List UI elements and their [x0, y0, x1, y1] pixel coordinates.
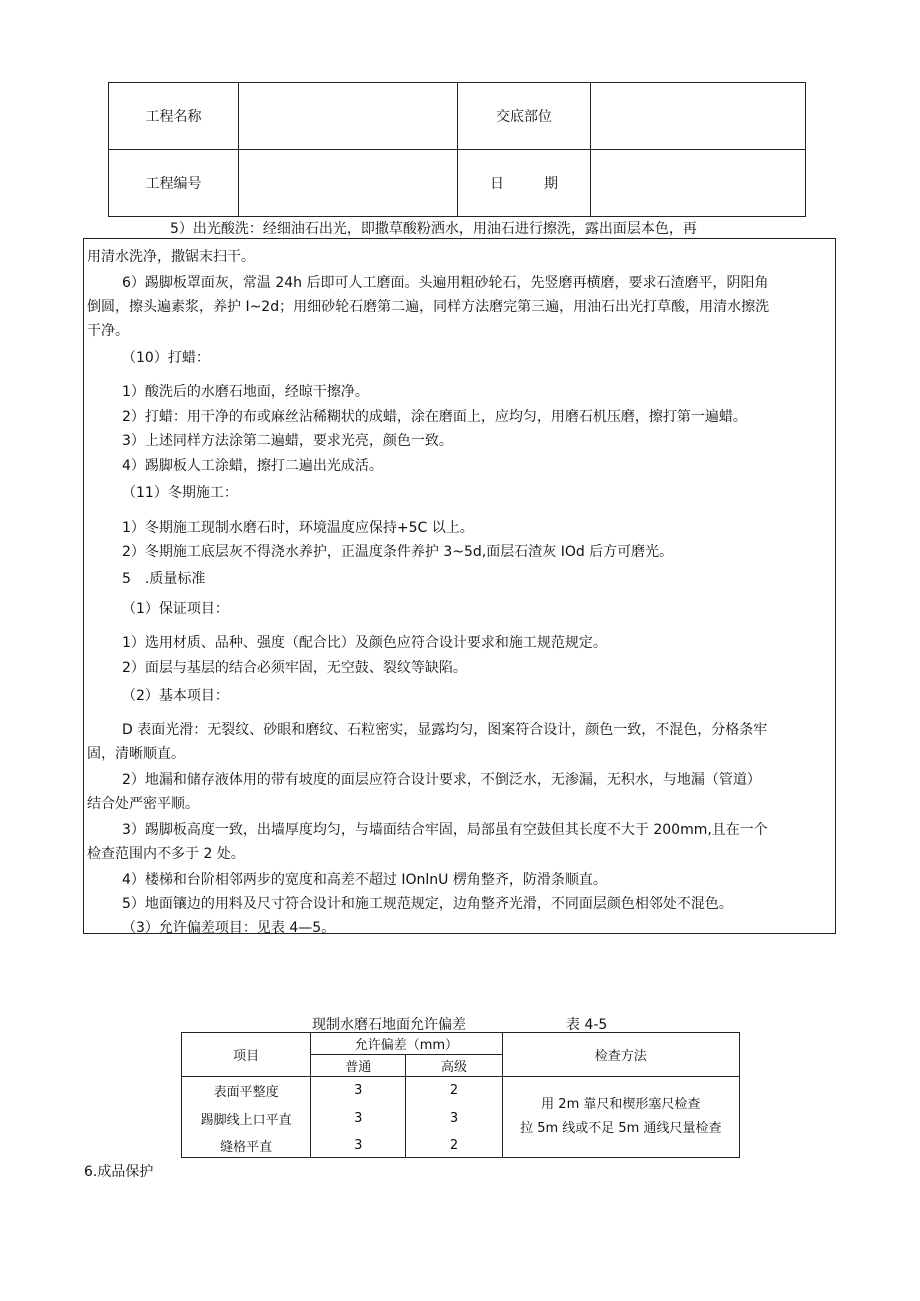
- row-item: 表面平整度: [182, 1077, 311, 1103]
- check-method-2: 拉 5m 线或不足 5m 通线尺量检查: [520, 1121, 722, 1137]
- col-header-tolerance: 允许偏差（mm）: [311, 1033, 502, 1055]
- heading-winter: （11）冬期施工：: [122, 485, 238, 501]
- step-6-line-2: 倒圆，擦头遍素浆，养护 I~2d；用细砂轮石磨第二遍，同样方法磨完第三遍，用油石出光打草酸，用清水擦洗: [87, 299, 770, 315]
- content-box: [83, 238, 836, 934]
- col-header-normal: 普通: [311, 1055, 406, 1077]
- heading-quality: 5 .质量标准: [122, 571, 206, 587]
- basic-item-1-line-2: 固，清晰顺直。: [87, 746, 185, 762]
- table-caption: 现制水磨石地面允许偏差: [312, 1017, 466, 1033]
- project-no-label: 工程编号: [109, 150, 239, 217]
- project-name-label: 工程名称: [109, 83, 239, 150]
- date-label-char1: 日: [490, 176, 504, 192]
- project-info-table: [108, 82, 806, 217]
- table-row: [182, 1077, 740, 1103]
- winter-step-2: 2）冬期施工底层灰不得浇水养护，正温度条件养护 3~5d,面层石渣灰 IOd 后方可磨光。: [122, 544, 674, 560]
- heading-guarantee: （1）保证项目：: [122, 601, 229, 617]
- section-6-heading: 6.成品保护: [84, 1164, 154, 1180]
- row-high: 2: [406, 1077, 502, 1103]
- check-method-1: 用 2m 靠尺和楔形塞尺检查: [541, 1097, 701, 1113]
- tolerance-table: [181, 1032, 740, 1158]
- project-name-value: [239, 83, 458, 150]
- date-label-char2: 期: [544, 176, 558, 192]
- wax-step-2: 2）打蜡：用干净的布或麻丝沾稀糊状的成蜡，涂在磨面上，应均匀，用磨石机压磨，擦打第一遍蜡。: [122, 409, 747, 425]
- guarantee-item-2: 2）面层与基层的结合必须牢固，无空鼓、裂纹等缺陷。: [122, 660, 467, 676]
- handover-part-label: 交底部位: [458, 83, 591, 150]
- row-normal: 3: [311, 1103, 406, 1133]
- basic-item-3-line-2: 检查范围内不多于 2 处。: [87, 846, 245, 862]
- row-item: 缝格平直: [182, 1133, 311, 1157]
- guarantee-item-1: 1）选用材质、品种、强度（配合比）及颜色应符合设计要求和施工规范规定。: [122, 635, 607, 651]
- col-header-high: 高级: [406, 1055, 502, 1077]
- wax-step-3: 3）上述同样方法涂第二遍蜡，要求光亮，颜色一致。: [122, 433, 453, 449]
- row-high: 2: [406, 1133, 502, 1157]
- handover-part-value: [591, 83, 806, 150]
- check-method-cell: [502, 1077, 739, 1158]
- row-high: 3: [406, 1103, 502, 1133]
- heading-basic: （2）基本项目：: [122, 688, 229, 704]
- basic-item-2-line-2: 结合处严密平顺。: [87, 796, 199, 812]
- row-normal: 3: [311, 1133, 406, 1157]
- basic-item-2-line-1: 2）地漏和储存液体用的带有坡度的面层应符合设计要求，不倒泛水，无渗漏，无积水，与地漏（管道）: [122, 772, 761, 788]
- heading-tolerance: （3）允许偏差项目：见表 4—5。: [122, 920, 336, 936]
- step-6-line-3: 干净。: [87, 323, 129, 339]
- wax-step-4: 4）踢脚板人工涂蜡，擦打二遍出光成活。: [122, 458, 383, 474]
- project-no-value: [239, 150, 458, 217]
- row-normal: 3: [311, 1077, 406, 1103]
- col-header-item: 项目: [182, 1033, 311, 1077]
- step-5-line-1: 5）出光酸洗：经细油石出光，即撒草酸粉洒水，用油石进行擦洗，露出面层本色，再: [170, 221, 697, 237]
- basic-item-1-line-1: D 表面光滑：无裂纹、砂眼和磨纹、石粒密实，显露均匀，图案符合设计，颜色一致，不混色，分格条牢: [122, 722, 768, 738]
- heading-waxing: （10）打蜡：: [122, 350, 210, 366]
- col-header-method: 检查方法: [502, 1033, 739, 1077]
- basic-item-5: 5）地面镶边的用料及尺寸符合设计和施工规范规定，边角整齐光滑，不同面层颜色相邻处不混色。: [122, 896, 733, 912]
- basic-item-4: 4）楼梯和台阶相邻两步的宽度和高差不超过 IOnlnU 楞角整齐，防滑条顺直。: [122, 872, 607, 888]
- step-5-line-2: 用清水洗净，撒锯末扫干。: [87, 249, 255, 265]
- step-6-line-1: 6）踢脚板罩面灰，常温 24h 后即可人工磨面。头遍用粗砂轮石，先竖磨再横磨，要求石渣磨平，阴阳角: [122, 275, 769, 291]
- winter-step-1: 1）冬期施工现制水磨石时，环境温度应保持+5C 以上。: [122, 520, 474, 536]
- date-label: [458, 150, 591, 217]
- basic-item-3-line-1: 3）踢脚板高度一致，出墙厚度均匀，与墙面结合牢固，局部虽有空鼓但其长度不大于 200mm,且在一个: [122, 822, 768, 838]
- table-number: 表 4-5: [566, 1017, 608, 1033]
- date-value: [591, 150, 806, 217]
- wax-step-1: 1）酸洗后的水磨石地面，经晾干擦净。: [122, 384, 369, 400]
- row-item: 踢脚线上口平直: [182, 1103, 311, 1133]
